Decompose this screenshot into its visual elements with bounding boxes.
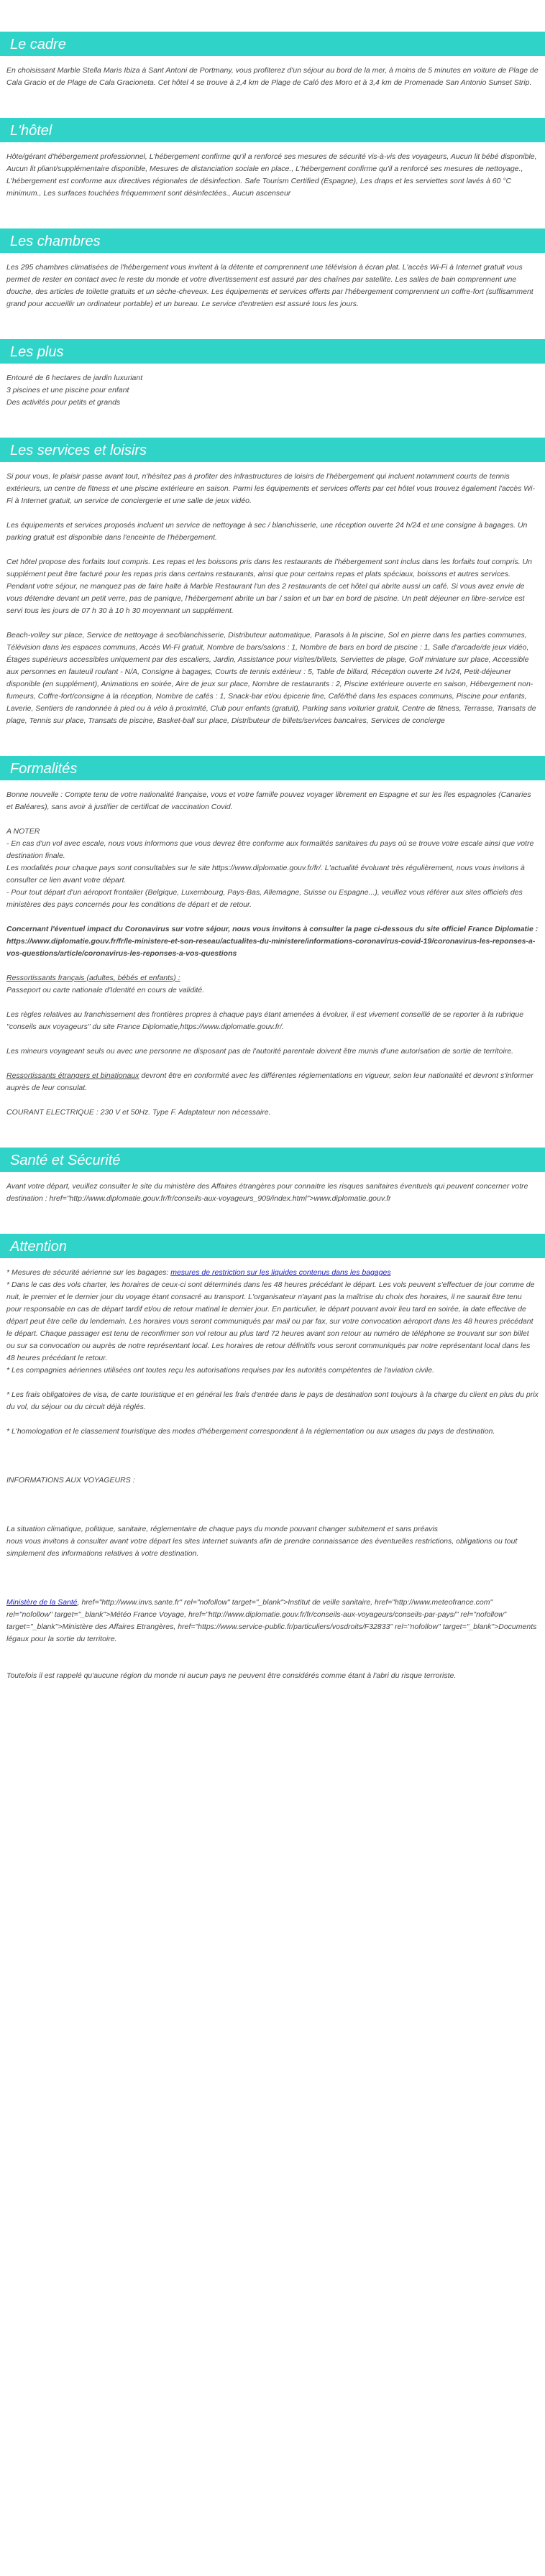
coronavirus-url: https://www.diplomatie.gouv.fr/fr/le-ministere-et-son-reseau/actualites-du-ministere/informations-coronavirus-covid-19/coronavirus-les-reponses-a-vos-questions/article/coronavirus-les-reponses-a-vos-questions — [6, 937, 536, 958]
section-title: Formalités — [10, 761, 78, 777]
ressortissants-francais-heading: Ressortissants français (adultes, bébés et enfants) : — [6, 974, 180, 982]
section-attention — [0, 1205, 545, 1694]
plus-line: Des activités pour petits et grands — [6, 398, 121, 407]
attention-paragraph: * Dans le cas des vols charter, les horaires de ceux-ci sont déterminés dans les 48 heures précédant le départ. Les vols peuvent s'effectuer de jour comme de nuit, le premier et le dernier jour du voyage étant consacré au transport. L'organisateur n'ayant pas la maîtrise du choix des horaires, il ne saurait être tenu pour responsable en cas de départ tardif et/ou de retour matinal le dernier jour. En particulier, le départ pouvant avoir lieu tard en soirée, la date effective de départ peut être celle du lendemain. Les horaires vous seront communiqués par mail ou par fax, sur votre convocation aéroport dans les 48 heures précédant le départ. Chaque passager est tenu de reconfirmer son vol retour au plus tard 72 heures avant son retour au numéro de téléphone se trouvant sur son billet ou sur sa convocation ou auprès de notre représentant local. Les horaires de retour définitifs vous seront communiqués par notre représentant local dans les 48 heures précédant le retour. — [6, 1280, 535, 1362]
formalites-paragraph: - Pour tout départ d'un aéroport frontalier (Belgique, Luxembourg, Pays-Bas, Allemagne, Suisse ou Espagne...), veuillez vous référer aux sites officiels des ministères des pays concernés pour les conditions de départ et de retour. — [6, 888, 523, 909]
section-text: Les 295 chambres climatisées de l'hébergement vous invitent à la détente et comprennent une télévision à écran plat. L'accès Wi-Fi à Internet gratuit vous permet de rester en contact avec le reste du monde et votre divertissement est assuré par des chaînes par satellite. Les salles de bain comprennent une douche, des articles de toilette gratuits et un sèche-cheveux. Les équipements et services offerts par l'hébergement comprennent un coffre-fort (suffisamment grand pour accueillir un ordinateur portable) et un bureau. Le service d'entretien est assuré tous les jours. — [6, 263, 533, 308]
courant-electrique: COURANT ELECTRIQUE : 230 V et 50Hz. Type F. Adaptateur non nécessaire. — [6, 1108, 271, 1117]
attention-links-paragraph — [6, 1597, 539, 1645]
section-le-cadre — [0, 0, 545, 89]
loisirs-paragraph: Cet hôtel propose des forfaits tout compris. Les repas et les boissons pris dans les restaurants de l'hébergement sont inclus dans les forfaits tout compris. Un supplément peut être facturé pour les repas pris dans certains restaurants, ainsi que pour certains repas et plats spéciaux, boissons et autres services. Pendant votre séjour, ne manquez pas de faire halte à Marble Restaurant l'un des 2 restaurants de cet hôtel qui abrite aussi un café. Si vous avez envie de vous détendre devant un petit verre, pas de panique, l'hébergement abrite un bar / salon et un bar en bord de piscine. Un petit déjeuner en libre-service est servi tous les jours de 07 h 30 à 10 h 30 moyennant un supplément. — [6, 558, 532, 615]
section-header-band — [0, 1234, 545, 1258]
coronavirus-notice: Concernant l'éventuel impact du Coronavirus sur votre séjour, nous vous invitons à consulter la page ci-dessous du site officiel France Diplomatie : — [6, 925, 539, 933]
ressortissants-etrangers-heading: Ressortissants étrangers et binationaux — [6, 1071, 139, 1080]
section-title: Les chambres — [10, 234, 101, 249]
attention-paragraph: * L'homologation et le classement touristique des modes d'hébergement correspondent à la réglementation ou aux usages du pays de destination. — [6, 1427, 495, 1436]
section-title: Les services et loisirs — [10, 443, 147, 458]
plus-line: 3 piscines et une piscine pour enfant — [6, 386, 129, 394]
section-chambres — [0, 200, 545, 310]
formalites-paragraph: Les modalités pour chaque pays sont consultables sur le site https://www.diplomatie.gouv.fr/fr/. L'actualité évoluant très régulièrement, nous vous invitons à consulter ce lien avant votre départ. — [6, 864, 525, 885]
loisirs-paragraph: Les équipements et services proposés incluent un service de nettoyage à sec / blanchisserie, une réception ouverte 24 h/24 et une consigne à bagages. Un parking gratuit est disponible dans l'enceinte de l'hébergement. — [6, 521, 528, 542]
section-header-band — [0, 228, 545, 253]
informations-voyageurs-heading: INFORMATIONS AUX VOYAGEURS : — [6, 1476, 135, 1485]
section-formalites — [0, 727, 545, 1119]
formalites-paragraph: Les règles relatives au franchissement des frontières propres à chaque pays étant amenées à évoluer, il est vivement conseillé de se reporter à la rubrique "conseils aux voyageurs" du site France Diplomatie,https://www.diplomatie.gouv.fr/. — [6, 1010, 524, 1031]
section-title: Les plus — [10, 344, 64, 360]
section-header-band — [0, 756, 545, 780]
sante-text: Avant votre départ, veuillez consulter le site du ministère des Affaires étrangères pour connaitre les risques sanitaires éventuels qui peuvent concerner votre destination : href="http://www.diplomatie.gouv.fr/fr/conseils-aux-voyageurs_909/index.html">www.diplomatie.gouv.fr — [6, 1182, 528, 1203]
loisirs-paragraph: Beach-volley sur place, Service de nettoyage à sec/blanchisserie, Distributeur automatique, Parasols à la piscine, Sol en pierre dans les parties communes, Télévision dans les espaces communs, Accès Wi-Fi gratuit, Nombre de bars/salons : 1, Nombre de bars en bord de piscine : 1, Salle d'arcade/de jeux vidéo, Étages supérieurs accessibles uniquement par des escaliers, Jardin, Assistance pour visites/billets, Serviettes de plage, Golf miniature sur place, Accessible aux personnes en fauteuil roulant - N/A, Consigne à bagages, Courts de tennis extérieur : 5, Table de billard, Réception ouverte 24 h/24, Petit-déjeuner disponible (en supplément), Animations en soirée, Aire de jeux sur place, Nombre de restaurants : 2, Piscine extérieure ouverte en saison, Hébergement non-fumeurs, Coffre-fort/consigne à la réception, Nombre de cafés : 1, Snack-bar et/ou épicerie fine, Café/thé dans les espaces communs, Piscine pour enfants, Laverie, Sentiers de randonnée à pied ou à vélo à proximité, Club pour enfants (gratuit), Parking sans voiturier gratuit, Centre de fitness, Terrasse, Transats de plage, Tennis sur place, Transats de piscine, Basket-ball sur place, Distributeur de billets/services bancaires, Services de concierge — [6, 631, 536, 725]
section-title: Attention — [10, 1239, 67, 1255]
attention-prefix: * Mesures de sécurité aérienne sur les bagages: — [6, 1268, 171, 1277]
loisirs-paragraph: Si pour vous, le plaisir passe avant tout, n'hésitez pas à profiter des infrastructures de loisirs de l'hébergement qui incluent notamment courts de tennis extérieurs, un centre de fitness et une piscine extérieure en saison. Parmi les équipements et services offerts par cet hôtel vous trouvez également l'accès Wi-Fi à Internet gratuit, un service de conciergerie et une salle de jeux vidéo. — [6, 472, 535, 505]
formalites-paragraph: Passeport ou carte nationale d'Identité en cours de validité. — [6, 986, 205, 994]
attention-paragraph: * Les frais obligatoires de visa, de carte touristique et en général les frais d'entrée dans le pays de destination sont toujours à la charge du client en plus du prix du vol, du séjour ou du circuit déjà réglés. — [6, 1390, 539, 1411]
section-title: Le cadre — [10, 37, 66, 52]
section-services-loisirs — [0, 409, 545, 727]
section-sante-securite — [0, 1119, 545, 1205]
ressortissants-etrangers — [6, 1070, 539, 1094]
section-title: Santé et Sécurité — [10, 1153, 121, 1168]
ressortissants-etrangers-text: devront être en conformité avec les différentes réglementations en vigueur, selon leur nationalité et devront s'informer auprès de leur consulat. — [6, 1071, 533, 1092]
attention-paragraph: Toutefois il est rappelé qu'aucune région du monde ni aucun pays ne peuvent être considérés comme étant à l'abri du risque terroriste. — [6, 1671, 457, 1680]
section-header-band — [0, 438, 545, 462]
section-header-band — [0, 339, 545, 364]
section-text: En choisissant Marble Stella Maris Ibiza à Sant Antoni de Portmany, vous profiterez d'un séjour au bord de la mer, à moins de 5 minutes en voiture de Plage de Cala Gracio et de Plage de Cala Gracioneta. Cet hôtel 4 se trouve à 2,4 km de Plage de Caló des Moro et à 3,4 km de Promenade San Antonio Sunset Strip. — [6, 66, 539, 87]
plus-line: Entouré de 6 hectares de jardin luxuriant — [6, 374, 143, 382]
ministere-sante-link[interactable]: Ministère de la Santé — [6, 1598, 78, 1607]
section-title: L'hôtel — [10, 123, 52, 139]
section-hotel — [0, 89, 545, 200]
section-header-band — [0, 118, 545, 142]
attention-links-text: , href="http://www.invs.sante.fr" rel="nofollow" target="_blank">Institut de veille sanitaire, href="http://www.meteofrance.com" rel="nofollow" target="_blank">Météo France Voyage, href="http://www.diplomatie.gouv.fr/fr/conseils-aux-voyageurs/conseils-par-pays/" rel="nofollow" target="_blank">Ministère des Affaires Etrangères, href="https://www.service-public.fr/particuliers/vosdroits/F32833" rel="nofollow" target="_blank">Documents légaux pour la sortie du territoire. — [6, 1598, 537, 1643]
restriction-liquides-link[interactable]: mesures de restriction sur les liquides contenus dans les bagages — [170, 1268, 391, 1277]
attention-paragraph: nous vous invitons à consulter avant votre départ les sites Internet suivants afin de prendre connaissance des éventuelles restrictions, obligations ou tout simplement des informations relatives à votre destination. — [6, 1537, 518, 1558]
section-text: Hôte/gérant d'hébergement professionnel, L'hébergement confirme qu'il a renforcé ses mesures de sécurité vis-à-vis des voyageurs, Aucun lit bébé disponible, Aucun lit pliant/supplémentaire disponible, Mesures de distanciation sociale en place., L'hébergement confirme qu'il a renforcé ses mesures de nettoyage., L'hébergement est conforme aux directives régionales de désinfection. Safe Tourism Certified (Espagne), Les draps et les serviettes sont lavés à 60 °C minimum., Les surfaces touchées fréquemment sont désinfectées., Aucun ascenseur — [6, 152, 537, 198]
attention-paragraph: La situation climatique, politique, sanitaire, réglementaire de chaque pays du monde pouvant changer subitement et sans préavis — [6, 1525, 439, 1533]
formalites-paragraph: Bonne nouvelle : Compte tenu de votre nationalité française, vous et votre famille pouvez voyager librement en Espagne et sur les îles espagnoles (Canaries et Baléares), sans avoir à justifier de certificat de vaccination Covid. — [6, 790, 531, 811]
section-les-plus — [0, 310, 545, 409]
formalites-paragraph: Les mineurs voyageant seuls ou avec une personne ne disposant pas de l'autorité parentale doivent être munis d'une autorisation de sortie de territoire. — [6, 1047, 514, 1056]
attention-paragraph: * Les compagnies aériennes utilisées ont toutes reçu les autorisations requises par les autorités compétentes de l'aviation civile. — [6, 1366, 434, 1375]
section-header-band — [0, 32, 545, 56]
a-noter-heading: A NOTER — [6, 827, 40, 836]
section-header-band — [0, 1148, 545, 1172]
attention-paragraph — [6, 1267, 539, 1279]
formalites-paragraph: - En cas d'un vol avec escale, nous vous informons que vous devrez être conforme aux formalités sanitaires du pays où se trouve votre escale ainsi que votre destination finale. — [6, 839, 534, 860]
